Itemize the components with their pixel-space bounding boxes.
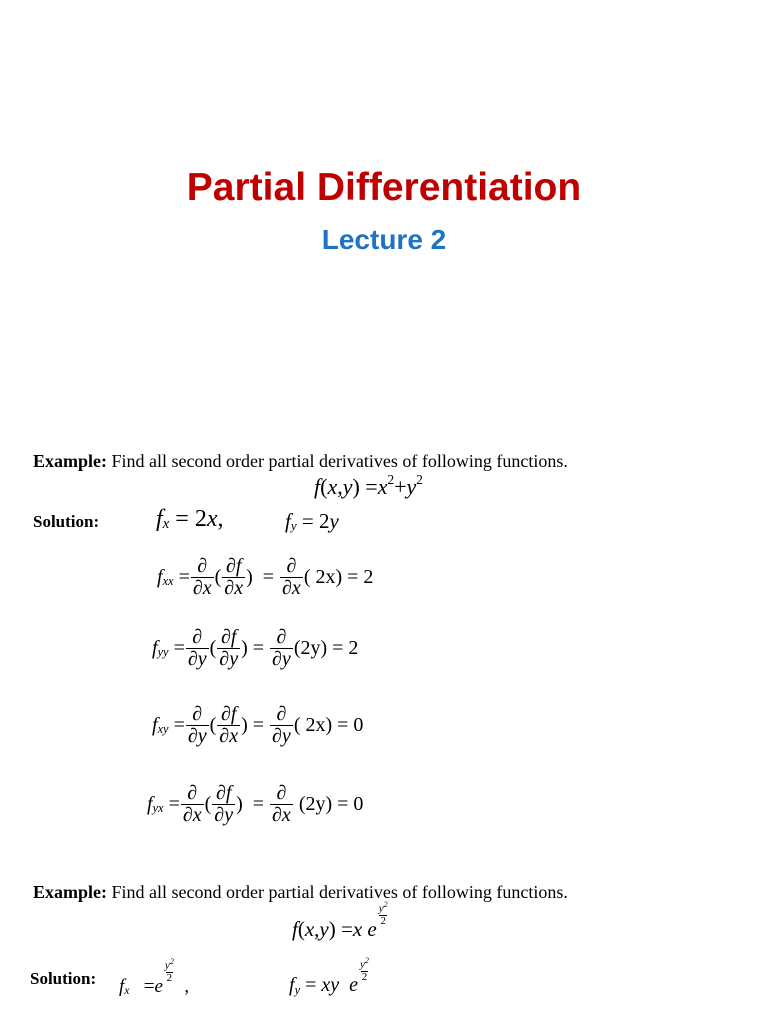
fxy-equation: f xy = $\frac{\partial}{\partial y}$ ( $\frac{\partial f}{\partial x}$ ) = $\frac{\partial}{\partial y}$ ( 2x) = 0 <box>152 703 364 747</box>
example-1-statement <box>33 451 568 472</box>
example-2-label: Example: <box>33 882 107 902</box>
fxy-result: ( 2x) = 0 <box>293 714 364 736</box>
example-2-text: Find all second order partial derivatives of following functions. <box>107 882 568 902</box>
example-1-function: f ( x , y ) = x 2 + y 2 <box>314 471 423 499</box>
example-2-statement <box>33 882 568 903</box>
slide-subtitle: Lecture 2 <box>321 224 447 255</box>
example-1-label: Example: <box>33 451 107 471</box>
fyx-equation: f yx = $\frac{\partial}{\partial x}$ ( $\frac{\partial f}{\partial y}$ ) = $\frac{\partial}{\partial x}$ (2y) = 0 <box>147 782 364 826</box>
fyx-result: (2y) = 0 <box>298 793 364 815</box>
example-2-fy-equation: f y = xy e $\frac{y^2}{2}$ <box>289 956 369 997</box>
fyy-equation: f yy = $\frac{\partial}{\partial y}$ ( $\frac{\partial f}{\partial y}$ ) = $\frac{\partial}{\partial y}$ (2y) = 2 <box>152 626 359 670</box>
example-2-fx-equation: f x = e $\frac{y^2}{2}$ , <box>119 957 190 997</box>
fxx-equation: f xx = $\frac{\partial}{\partial x}$ ( $\frac{\partial f}{\partial x}$ ) = $\frac{\partial}{\partial x}$ ( 2x) = 2 <box>157 555 374 599</box>
fy-equation: f y = 2 y <box>285 509 339 534</box>
example-1-solution-label: Solution: <box>33 512 100 531</box>
fx-equation: f x = 2 x , <box>156 506 224 533</box>
example-1-text: Find all second order partial derivatives of following functions. <box>107 451 568 471</box>
slide-title: Partial Differentiation <box>186 166 582 209</box>
example-2-solution-label: Solution: <box>30 969 97 988</box>
fyy-result: (2y) = 2 <box>293 637 359 659</box>
example-2-function: f ( x , y ) = x e $\frac{y^2}{2}$ <box>292 900 388 942</box>
fxx-result: ( 2x) = 2 <box>303 566 374 588</box>
